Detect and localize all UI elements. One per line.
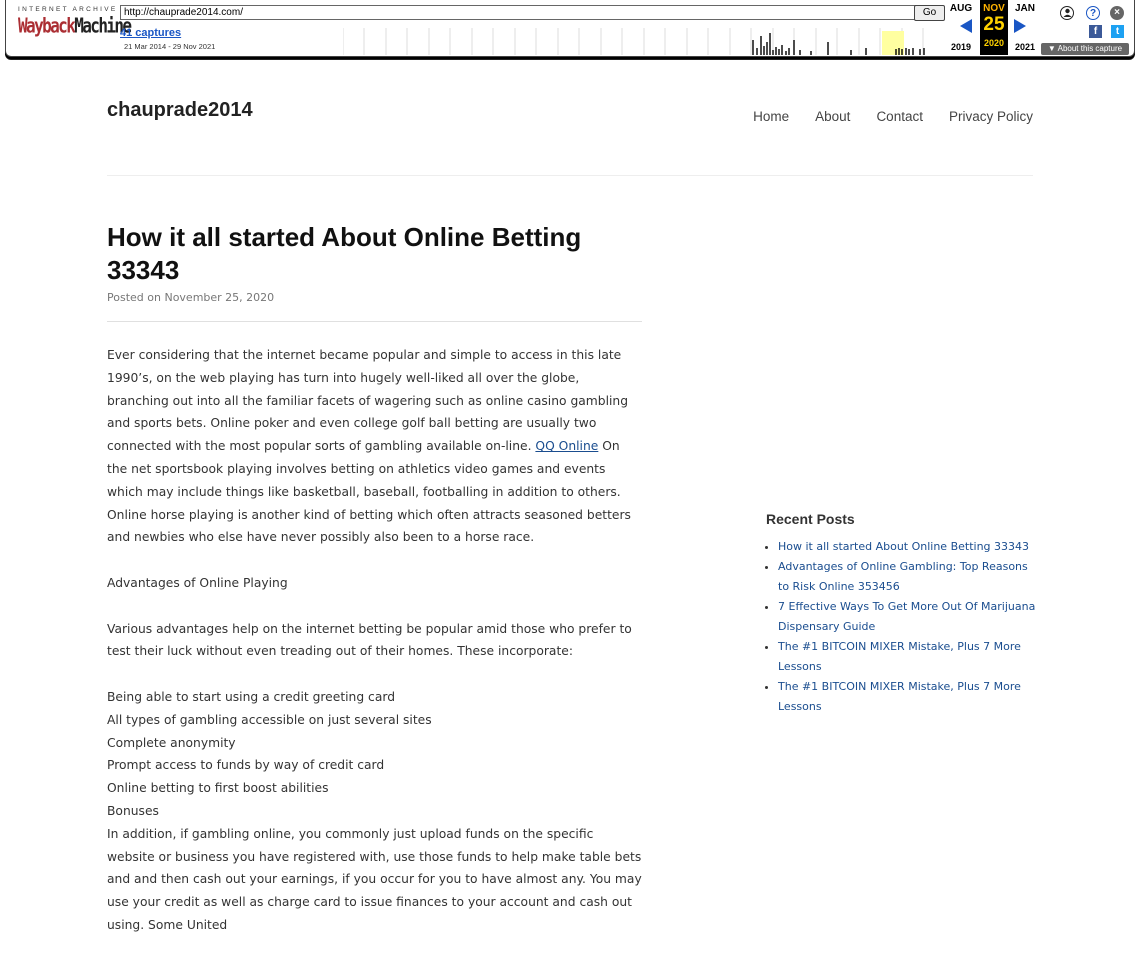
sidebar bbox=[766, 511, 1036, 717]
recent-post-link[interactable]: Advantages of Online Gambling: Top Reasons to Risk Online 353456 bbox=[778, 560, 1028, 593]
post-meta: Posted on November 25, 2020 bbox=[107, 291, 275, 304]
qq-online-link[interactable]: QQ Online bbox=[535, 439, 599, 454]
recent-post-link[interactable]: The #1 BITCOIN MIXER Mistake, Plus 7 More Lessons bbox=[778, 640, 1021, 673]
recent-posts-heading: Recent Posts bbox=[766, 511, 855, 527]
post-article bbox=[107, 221, 642, 960]
list-item: Prompt access to funds by way of credit card bbox=[107, 758, 385, 773]
nav-home[interactable]: Home bbox=[753, 109, 790, 124]
close-icon[interactable]: × bbox=[1110, 6, 1124, 20]
next-month-label[interactable]: JAN bbox=[1014, 3, 1035, 14]
advantages-list bbox=[107, 686, 642, 823]
post-content bbox=[107, 344, 642, 937]
prev-month-label[interactable]: AUG bbox=[949, 3, 973, 14]
twitter-share-icon[interactable]: t bbox=[1111, 25, 1124, 38]
recent-post-link[interactable]: How it all started About Online Betting 33343 bbox=[778, 540, 1030, 553]
capture-date-range: 21 Mar 2014 - 29 Nov 2021 bbox=[124, 42, 216, 51]
current-year: 2020 bbox=[983, 38, 1005, 48]
list-item: All types of gambling accessible on just several sites bbox=[107, 712, 432, 727]
list-item: Online betting to first boost abilities bbox=[107, 781, 329, 796]
wayback-url-input[interactable]: http://chauprade2014.com/ bbox=[120, 5, 918, 20]
wayback-go-button[interactable]: Go bbox=[914, 5, 945, 21]
post-paragraph: Ever considering that the internet became popular and simple to access in this late 1990’s, on the web playing has turn into hugely well-liked all over the globe, branching out into all the familiar facets of wagering such as online casino gambling and sports bets. Online poker and even college golf ball betting are usually two connected with the most popular sorts of gambling available on-line. QQ Online On the net sportsbook playing involves betting on athletics video games and events which may include things like basketball, baseball, footballing in addition to others. Online horse playing is another kind of betting which often attracts seasoned betters and newbies who else have never possibly also been to a horse race. bbox=[107, 348, 631, 545]
help-icon[interactable]: ? bbox=[1086, 6, 1100, 20]
list-item bbox=[778, 557, 1036, 597]
wayback-logo[interactable] bbox=[18, 6, 131, 46]
site-title[interactable]: chauprade2014 bbox=[107, 99, 253, 121]
next-capture-arrow-icon[interactable] bbox=[1014, 19, 1026, 33]
current-day: 25 bbox=[983, 14, 1005, 35]
wayback-machine-wordmark: WaybackMachine bbox=[18, 13, 131, 38]
next-year-label[interactable]: 2021 bbox=[1014, 42, 1036, 52]
post-title: How it all started About Online Betting 33343 bbox=[107, 222, 582, 285]
nav-about[interactable]: About bbox=[815, 109, 851, 124]
about-capture-button[interactable]: ▼ About this capture bbox=[1041, 43, 1129, 55]
internet-archive-label: INTERNET ARCHIVE bbox=[18, 6, 118, 13]
list-item bbox=[778, 537, 1036, 557]
nav-contact[interactable]: Contact bbox=[876, 109, 923, 124]
list-item bbox=[778, 677, 1036, 717]
wayback-toolbar bbox=[5, 0, 1135, 57]
post-paragraph: Advantages of Online Playing bbox=[107, 575, 288, 590]
post-paragraph: Various advantages help on the internet betting be popular amid those who prefer to test their luck without even treading out of their homes. These incorporate: bbox=[107, 621, 632, 659]
list-item: Bonuses bbox=[107, 803, 159, 818]
list-item bbox=[778, 597, 1036, 637]
post-paragraph: In addition, if gambling online, you commonly just upload funds on the specific website or business you have registered with, use those funds to help make table bets and and then cash out your earnings, if you occur for you to have almost any. You may use your credit as well as charge card to issue finances to your account and cash out using. Some United bbox=[107, 826, 642, 932]
main-navigation bbox=[753, 109, 1033, 124]
recent-post-link[interactable]: The #1 BITCOIN MIXER Mistake, Plus 7 More Lessons bbox=[778, 680, 1021, 713]
recent-posts-list bbox=[766, 537, 1036, 717]
recent-post-link[interactable]: 7 Effective Ways To Get More Out Of Marijuana Dispensary Guide bbox=[778, 600, 1036, 633]
capture-sparkline[interactable] bbox=[343, 28, 943, 55]
current-month: NOV bbox=[983, 3, 1005, 14]
header-divider bbox=[107, 175, 1033, 176]
list-item: Complete anonymity bbox=[107, 735, 236, 750]
prev-capture-arrow-icon[interactable] bbox=[960, 19, 972, 33]
facebook-share-icon[interactable]: f bbox=[1089, 25, 1102, 38]
list-item bbox=[778, 637, 1036, 677]
captures-link[interactable]: 41 captures bbox=[120, 27, 182, 39]
prev-year-label[interactable]: 2019 bbox=[950, 42, 972, 52]
user-account-icon[interactable] bbox=[1060, 6, 1074, 20]
nav-privacy-policy[interactable]: Privacy Policy bbox=[948, 109, 1033, 124]
post-divider bbox=[107, 321, 642, 322]
current-capture-date bbox=[980, 0, 1008, 55]
list-item: Being able to start using a credit greeting card bbox=[107, 689, 396, 704]
